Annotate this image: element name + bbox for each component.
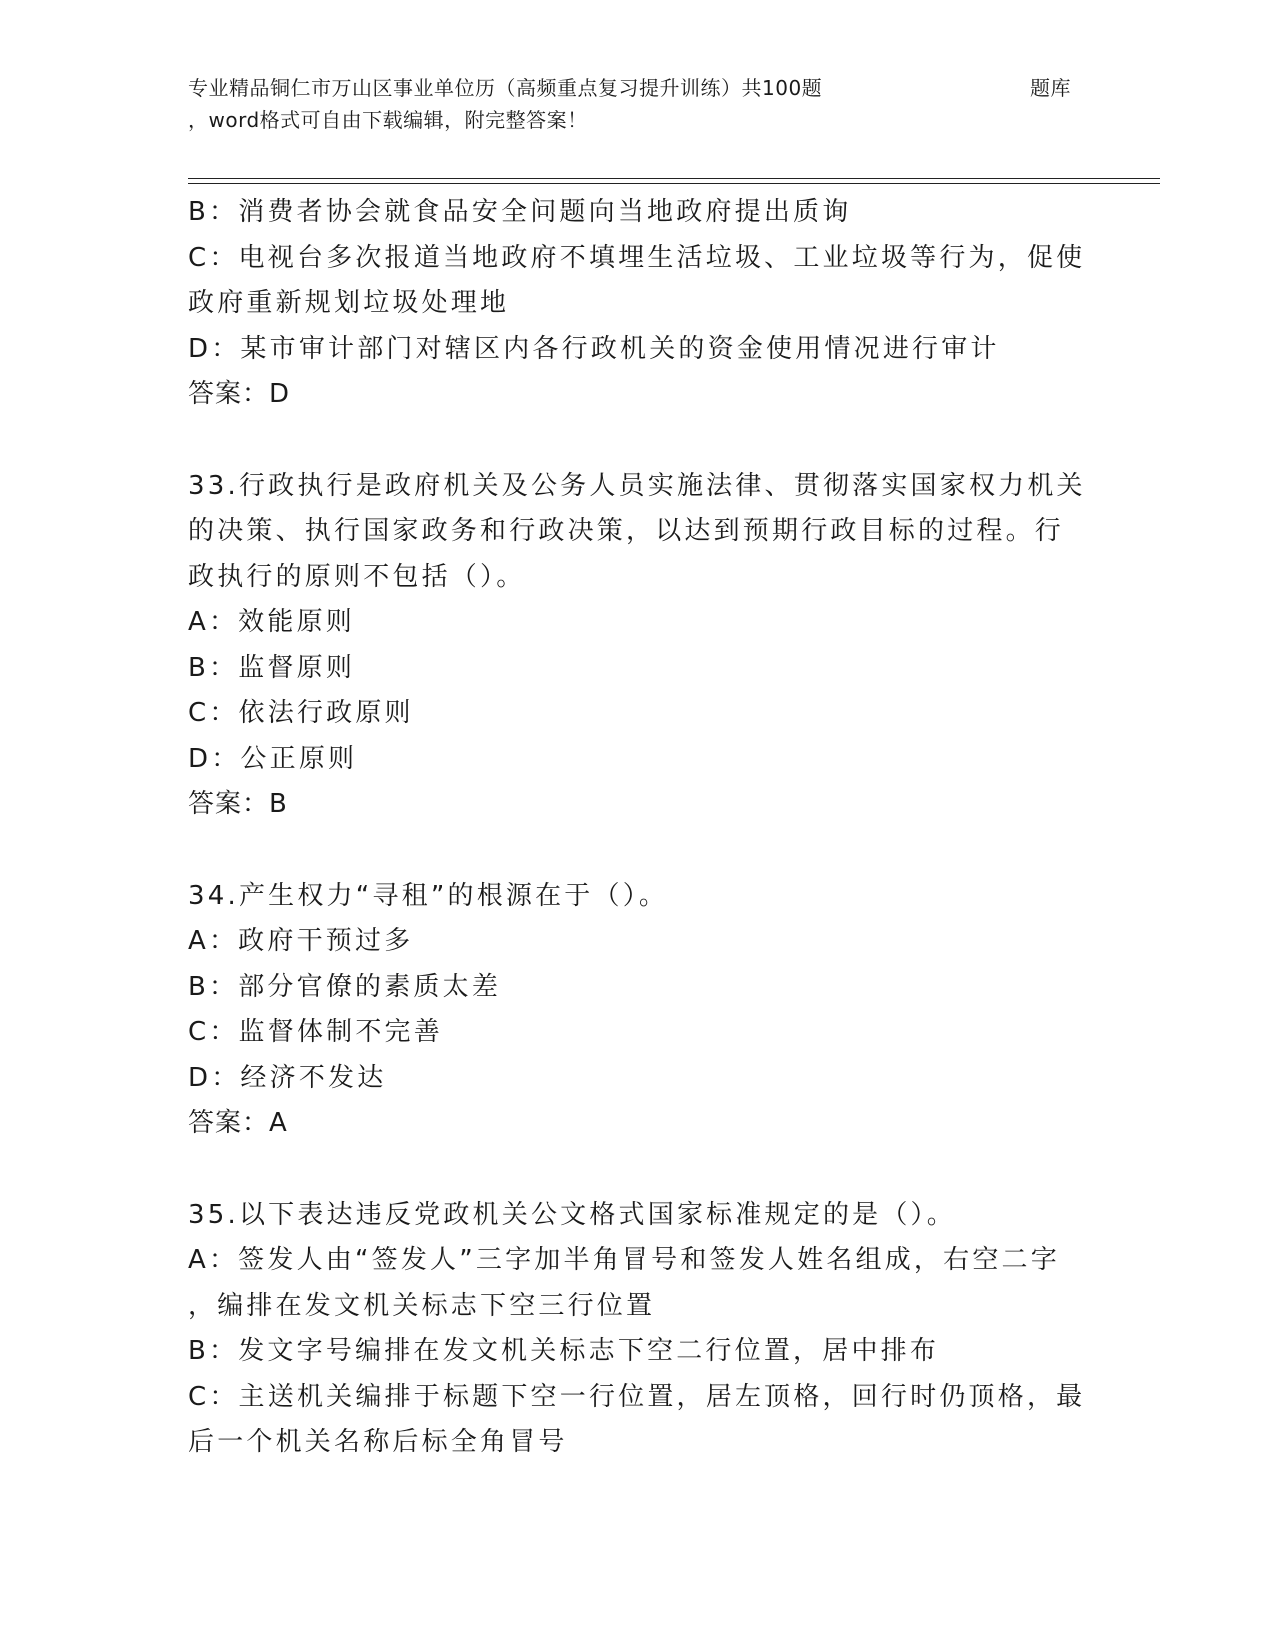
header-subtitle: ，word格式可自由下载编辑，附完整答案！ — [188, 108, 588, 132]
option-d: D：经济不发达 — [188, 1062, 387, 1093]
option-b: B：消费者协会就食品安全问题向当地政府提出质询 — [188, 197, 852, 227]
question-gap — [188, 1147, 1088, 1193]
question-stem-cont: 政执行的原则不包括（）。 — [188, 561, 526, 592]
option-b: B：发文字号编排在发文机关标志下空二行位置，居中排布 — [188, 1336, 940, 1366]
question-stem: 35.以下表达违反党政机关公文格式国家标准规定的是（）。 — [188, 1199, 956, 1230]
document-body — [188, 190, 1088, 1466]
option-a: A：签发人由“签发人”三字加半角冒号和签发人姓名组成，右空二字 — [188, 1245, 1060, 1275]
question-stem-cont: 的决策、执行国家政务和行政决策，以达到预期行政目标的过程。行 — [188, 516, 1065, 546]
question-32 — [188, 190, 1088, 418]
option-c: C：电视台多次报道当地政府不填埋生活垃圾、工业垃圾等行为，促使 — [188, 242, 1086, 273]
answer: 答案：D — [188, 379, 291, 409]
question-34 — [188, 874, 1088, 1147]
header-title: 专业精品铜仁市万山区事业单位历（高频重点复习提升训练）共100题 — [188, 76, 823, 100]
question-gap — [188, 828, 1088, 874]
question-stem: 33.行政执行是政府机关及公务人员实施法律、贯彻落实国家权力机关 — [188, 470, 1086, 501]
question-stem: 34.产生权力“寻租”的根源在于（）。 — [188, 880, 669, 911]
option-b: B：监督原则 — [188, 652, 356, 683]
answer: 答案：A — [188, 1108, 288, 1138]
question-35 — [188, 1193, 1088, 1466]
answer: 答案：B — [188, 789, 288, 819]
option-c-cont: 后一个机关名称后标全角冒号 — [188, 1427, 568, 1457]
header-rule-bottom — [188, 183, 1160, 184]
option-a-cont: ，编排在发文机关标志下空三行位置 — [188, 1290, 656, 1321]
option-a: A：政府干预过多 — [188, 926, 414, 956]
question-33 — [188, 464, 1088, 828]
option-b: B：部分官僚的素质太差 — [188, 971, 502, 1002]
option-c: C：主送机关编排于标题下空一行位置，居左顶格，回行时仍顶格，最 — [188, 1381, 1086, 1412]
header-tag: 题库 — [1030, 76, 1071, 100]
option-d: D：公正原则 — [188, 743, 358, 774]
option-c: C：依法行政原则 — [188, 698, 414, 728]
option-d: D：某市审计部门对辖区内各行政机关的资金使用情况进行审计 — [188, 333, 1000, 364]
option-c: C：监督体制不完善 — [188, 1017, 443, 1047]
option-c-cont: 政府重新规划垃圾处理地 — [188, 288, 510, 318]
header-rule-top — [188, 178, 1160, 179]
option-a: A：效能原则 — [188, 607, 355, 637]
question-gap — [188, 418, 1088, 464]
